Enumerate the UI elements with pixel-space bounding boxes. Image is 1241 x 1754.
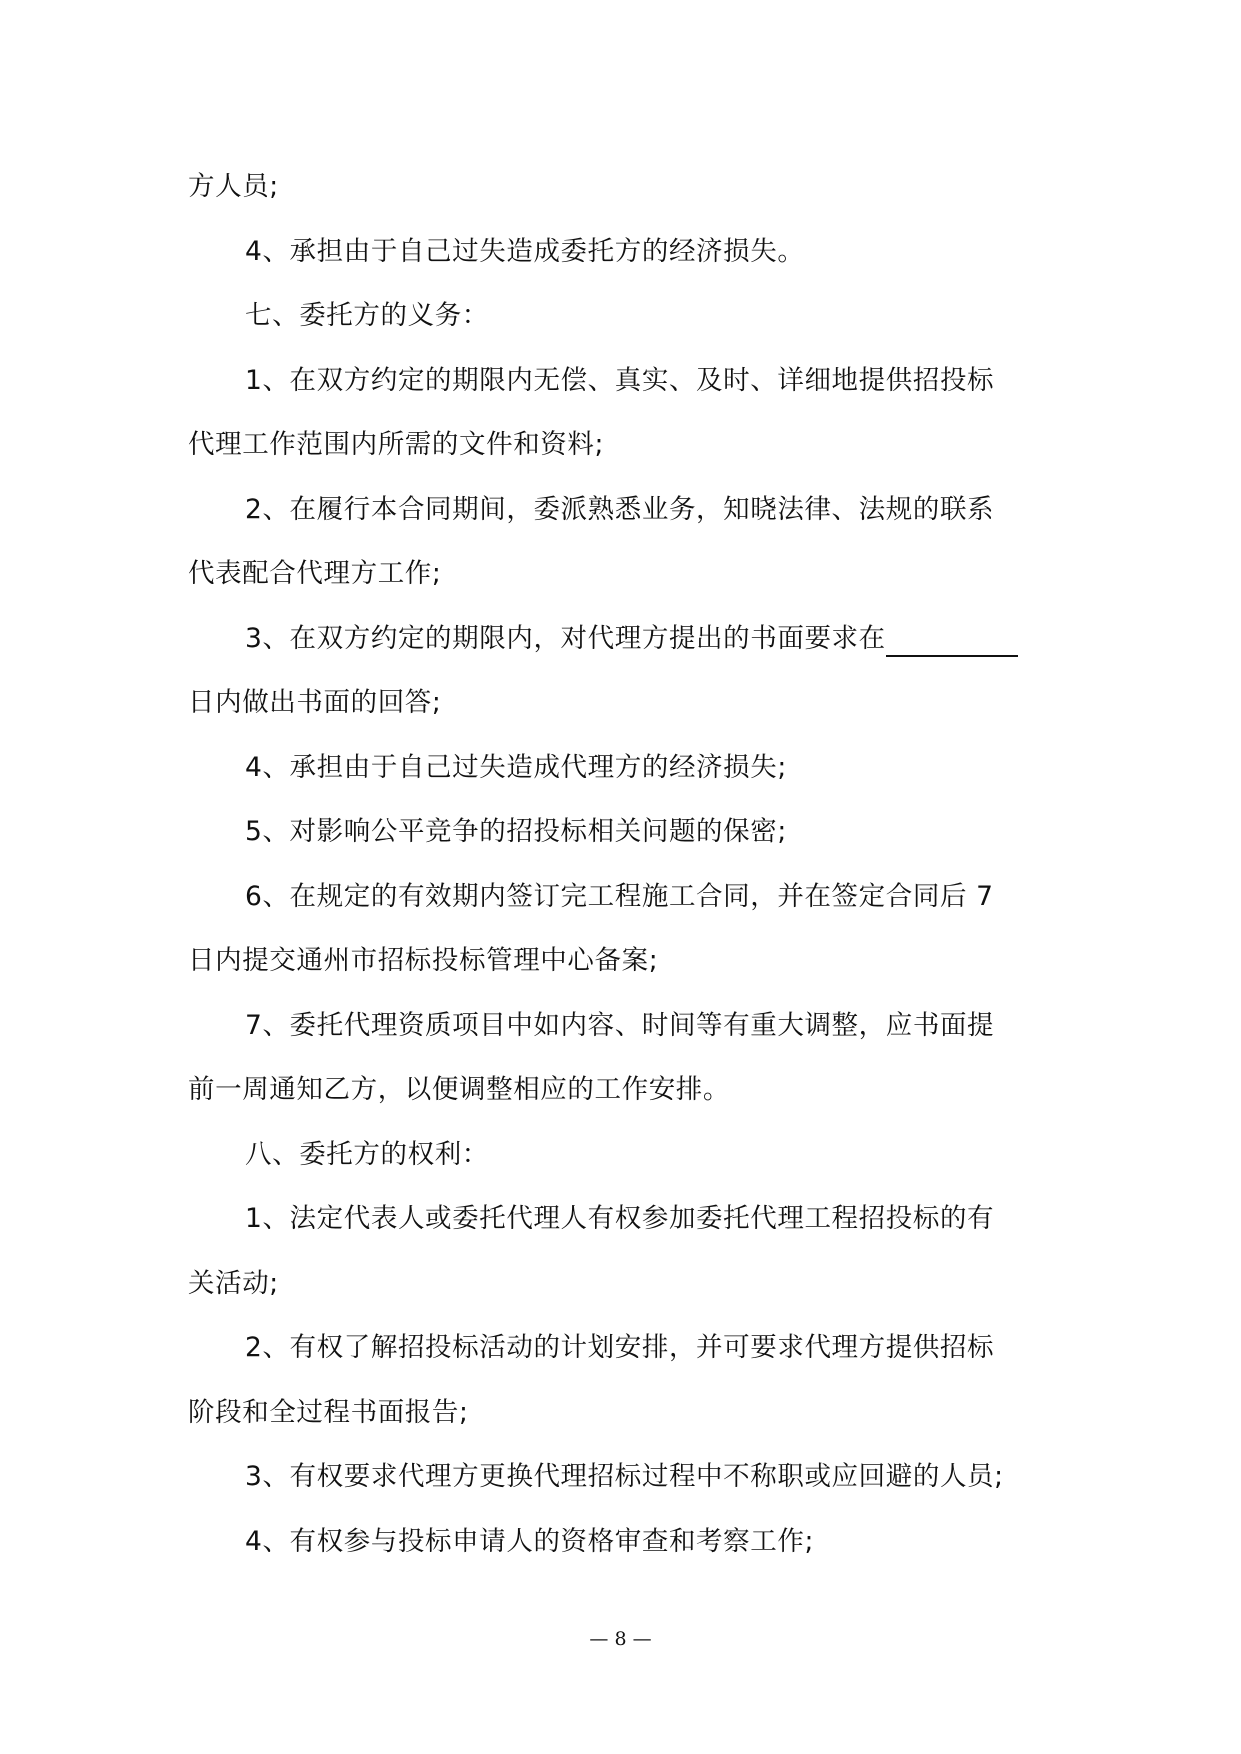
text-line: 6、在规定的有效期内签订完工程施工合同，并在签定合同后 7 bbox=[245, 880, 994, 912]
text-line: 方人员; bbox=[188, 171, 279, 202]
text-line-with-blank bbox=[188, 607, 1058, 672]
text-line: 前一周通知乙方，以便调整相应的工作安排。 bbox=[188, 1074, 730, 1105]
text-line: 日内提交通州市招标投标管理中心备案; bbox=[188, 945, 659, 976]
text-line: 关活动; bbox=[188, 1267, 279, 1299]
text-line: 4、承担由于自己过失造成代理方的经济损失; bbox=[245, 751, 787, 783]
text-line: 3、有权要求代理方更换代理招标过程中不称职或应回避的人员; bbox=[245, 1461, 1004, 1492]
section-heading: 七、委托方的义务： bbox=[245, 300, 489, 331]
text-line: 3、在双方约定的期限内，对代理方提出的书面要求在 bbox=[245, 622, 886, 654]
text-line: 日内做出书面的回答; bbox=[188, 687, 442, 718]
text-line: 阶段和全过程书面报告; bbox=[188, 1396, 469, 1428]
text-line: 代表配合代理方工作; bbox=[188, 558, 442, 589]
page-number: — 8 — bbox=[589, 1628, 652, 1650]
document-body bbox=[188, 155, 1058, 1574]
text-line: 代理工作范围内所需的文件和资料; bbox=[188, 429, 605, 460]
text-line: 1、在双方约定的期限内无偿、真实、及时、详细地提供招投标 bbox=[245, 364, 995, 396]
text-line: 2、在履行本合同期间，委派熟悉业务，知晓法律、法规的联系 bbox=[245, 493, 995, 525]
section-heading: 八、委托方的权利： bbox=[245, 1138, 489, 1170]
text-line: 1、法定代表人或委托代理人有权参加委托代理工程招投标的有 bbox=[245, 1203, 995, 1234]
fill-in-blank bbox=[886, 619, 1018, 657]
text-line: 5、对影响公平竞争的招投标相关问题的保密; bbox=[245, 816, 787, 847]
text-line: 2、有权了解招投标活动的计划安排，并可要求代理方提供招标 bbox=[245, 1332, 995, 1363]
text-line: 4、有权参与投标申请人的资格审查和考察工作; bbox=[245, 1525, 814, 1557]
text-line: 7、委托代理资质项目中如内容、时间等有重大调整，应书面提 bbox=[245, 1009, 995, 1041]
text-line: 4、承担由于自己过失造成委托方的经济损失。 bbox=[245, 235, 805, 267]
